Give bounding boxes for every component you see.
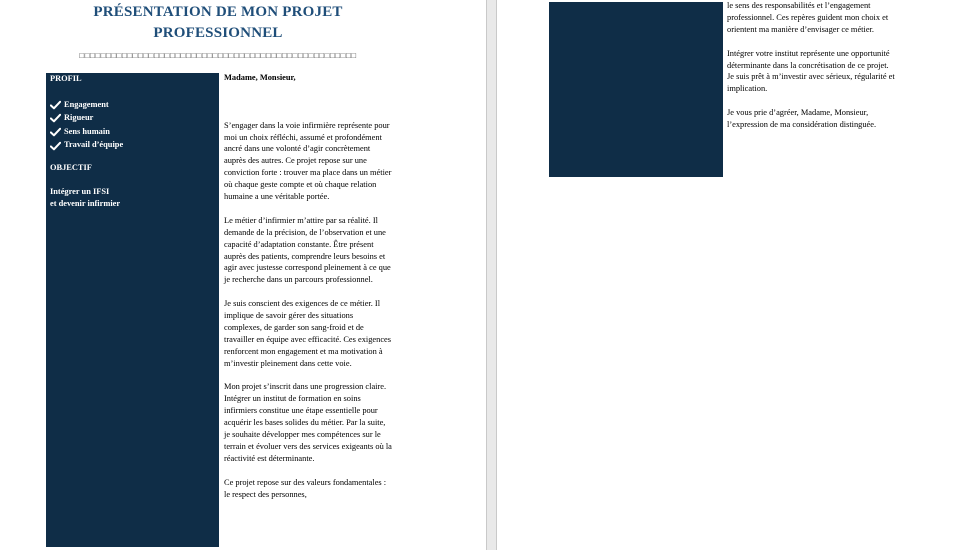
quality-label: Engagement [64, 99, 109, 109]
document-title [46, 2, 390, 44]
letter-paragraph: Le métier d’infirmier m’attire par sa réalité. Il demande de la précision, de l’observation et une capacité d’adaptation constante. Être présent auprès des patients, comprendre leurs besoins et agir avec justesse correspond pleinement à ce que je recherche dans un parcours professionnel. [224, 215, 391, 285]
document-page-2 [497, 0, 975, 550]
checkmark-icon [50, 100, 61, 110]
title-line-1: PRÉSENTATION DE MON PROJET [93, 4, 343, 20]
objectif-line-1: Intégrer un IFSI [50, 187, 110, 196]
letter-body [224, 72, 392, 512]
quality-label: Travail d’équipe [64, 140, 124, 150]
quality-item [50, 139, 123, 153]
page-gutter [486, 0, 497, 550]
quality-label: Rigueur [64, 113, 94, 123]
letter-body-continued [727, 0, 895, 143]
title-line-2: PROFESSIONNEL [153, 25, 283, 41]
letter-paragraph: le sens des responsabilités et l’engagement professionnel. Ces repères guident mon choix et orientent ma manière d’envisager ce métier. [727, 1, 889, 34]
checkmark-icon [50, 127, 61, 137]
letter-paragraph: Je vous prie d’agréer, Madame, Monsieur, l’expression de ma considération distinguée. [727, 108, 877, 130]
objectif-label: OBJECTIF [50, 163, 92, 172]
qualities-list [50, 98, 123, 152]
quality-item [50, 98, 123, 112]
profile-sidebar-continued [549, 2, 723, 177]
profil-label: PROFIL [50, 74, 82, 83]
letter-paragraph: S’engager dans la voie infirmière représente pour moi un choix réfléchi, assumé et profondément ancré dans une volonté d’agir concrètement auprès des autres. Ce projet repose sur une conviction forte : trouver ma place dans un métier où chaque geste compte et où chaque relation humaine a une véritable portée. [224, 120, 392, 202]
letter-paragraph: Je suis conscient des exigences de ce métier. Il implique de savoir gérer des situations complexes, de garder son sang-froid et de travailler en équipe avec efficacité. Ces exigences renforcent mon engagement et ma motivation à m’investir pleinement dans cette voie. [224, 299, 392, 368]
placeholder-glyph-line: □□□□□□□□□□□□□□□□□□□□□□□□□□□□□□□□□□□□□□□□□□□□□□□□□□□□ [79, 51, 357, 60]
letter-paragraph: Ce projet repose sur des valeurs fondamentales : le respect des personnes, [224, 477, 387, 499]
checkmark-icon [50, 113, 61, 123]
quality-label: Sens humain [64, 126, 110, 136]
objectif-line-2: et devenir infirmier [50, 199, 121, 208]
letter-paragraph: Intégrer votre institut représente une opportunité déterminante dans la concrétisation de ce projet. Je suis prêt à m’investir avec sérieux, régularité et implication. [727, 48, 895, 94]
document-page-1 [0, 0, 486, 550]
quality-item [50, 125, 123, 139]
letter-greeting: Madame, Monsieur, [224, 73, 296, 82]
quality-item [50, 112, 123, 126]
letter-paragraph: Mon projet s’inscrit dans une progression claire. Intégrer un institut de formation en soins infirmiers constitue une étape essentielle pour acquérir les bases solides du métier. Par la suite, je souhaite développer mes compétences sur le terrain et évoluer vers des services exigeants où la réactivité est déterminante. [224, 382, 392, 463]
checkmark-icon [50, 141, 61, 151]
profile-sidebar [46, 73, 219, 547]
